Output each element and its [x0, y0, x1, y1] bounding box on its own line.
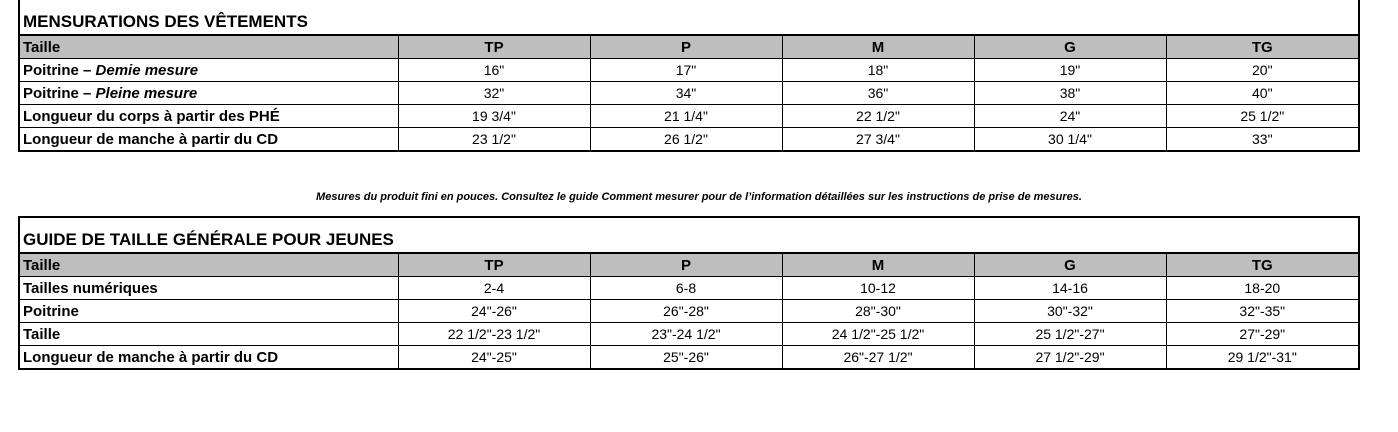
table-cell: 26"-27 1/2": [782, 346, 974, 370]
table-cell: 24 1/2"-25 1/2": [782, 323, 974, 346]
size-header-cell: M: [782, 35, 974, 59]
table-cell: 30 1/4": [974, 128, 1166, 152]
table-row: [19, 128, 1359, 152]
row-label-main: Poitrine –: [23, 61, 96, 79]
table-cell: 21 1/4": [590, 105, 782, 128]
size-header-label: Taille: [19, 253, 398, 277]
table-cell: 27"-29": [1166, 323, 1359, 346]
table-row: [19, 346, 1359, 370]
table-cell: 36": [782, 82, 974, 105]
youth-table-title: GUIDE DE TAILLE GÉNÉRALE POUR JEUNES: [19, 217, 1359, 253]
table-cell: 18": [782, 59, 974, 82]
row-label: [19, 105, 398, 128]
row-label: [19, 128, 398, 152]
row-label-main: Poitrine –: [23, 84, 96, 102]
table-cell: 27 3/4": [782, 128, 974, 152]
table-cell: 19": [974, 59, 1166, 82]
size-header-cell: G: [974, 253, 1166, 277]
size-header-cell: TG: [1166, 253, 1359, 277]
size-header-cell: M: [782, 253, 974, 277]
table-cell: 26"-28": [590, 300, 782, 323]
size-header-cell: P: [590, 253, 782, 277]
measurement-caption: Mesures du produit fini en pouces. Consultez le guide Comment mesurer pour de l’information détaillées sur les instructions de prise de mesures.: [316, 191, 1082, 203]
row-label: Taille: [19, 323, 398, 346]
table-cell: 24"-26": [398, 300, 590, 323]
garment-size-header-row: [19, 35, 1359, 59]
table-cell: 33": [1166, 128, 1359, 152]
table-cell: 28"-30": [782, 300, 974, 323]
table-cell: 19 3/4": [398, 105, 590, 128]
table-cell: 22 1/2"-23 1/2": [398, 323, 590, 346]
table-cell: 34": [590, 82, 782, 105]
row-label: Tailles numériques: [19, 277, 398, 300]
table-row: [19, 277, 1359, 300]
table-row: [19, 300, 1359, 323]
youth-size-header-row: [19, 253, 1359, 277]
row-label: Poitrine: [19, 300, 398, 323]
table-cell: 23 1/2": [398, 128, 590, 152]
garment-measurements-table: [18, 0, 1360, 152]
size-header-cell: P: [590, 35, 782, 59]
table-cell: 24"-25": [398, 346, 590, 370]
table-cell: 14-16: [974, 277, 1166, 300]
table-row: [19, 323, 1359, 346]
row-label-emphasis: Demie mesure: [95, 61, 199, 79]
row-label: [19, 59, 398, 82]
table-cell: 26 1/2": [590, 128, 782, 152]
size-header-cell: G: [974, 35, 1166, 59]
row-label: Longueur de manche à partir du CD: [19, 346, 398, 370]
row-label-emphasis: Pleine mesure: [95, 84, 198, 102]
table-cell: 23"-24 1/2": [590, 323, 782, 346]
table-cell: 24": [974, 105, 1166, 128]
table-cell: 30"-32": [974, 300, 1166, 323]
table-cell: 17": [590, 59, 782, 82]
table-row: [19, 59, 1359, 82]
table-cell: 10-12: [782, 277, 974, 300]
size-header-label: Taille: [19, 35, 398, 59]
size-header-cell: TG: [1166, 35, 1359, 59]
size-header-cell: TP: [398, 253, 590, 277]
size-header-cell: TP: [398, 35, 590, 59]
table-cell: 25 1/2": [1166, 105, 1359, 128]
table-cell: 29 1/2"-31": [1166, 346, 1359, 370]
table-cell: 38": [974, 82, 1166, 105]
table-cell: 6-8: [590, 277, 782, 300]
table-cell: 25"-26": [590, 346, 782, 370]
table-row: [19, 82, 1359, 105]
table-cell: 40": [1166, 82, 1359, 105]
row-label-main: Longueur du corps à partir des PHÉ: [23, 107, 280, 125]
table-cell: 18-20: [1166, 277, 1359, 300]
garment-table-title: MENSURATIONS DES VÊTEMENTS: [19, 0, 1359, 35]
youth-size-guide-table: [18, 216, 1360, 370]
table-cell: 20": [1166, 59, 1359, 82]
table-cell: 27 1/2"-29": [974, 346, 1166, 370]
table-cell: 16": [398, 59, 590, 82]
table-row: [19, 105, 1359, 128]
table-cell: 22 1/2": [782, 105, 974, 128]
row-label-main: Longueur de manche à partir du CD: [23, 130, 279, 148]
table-cell: 25 1/2"-27": [974, 323, 1166, 346]
row-label: [19, 82, 398, 105]
table-cell: 2-4: [398, 277, 590, 300]
table-cell: 32"-35": [1166, 300, 1359, 323]
table-cell: 32": [398, 82, 590, 105]
